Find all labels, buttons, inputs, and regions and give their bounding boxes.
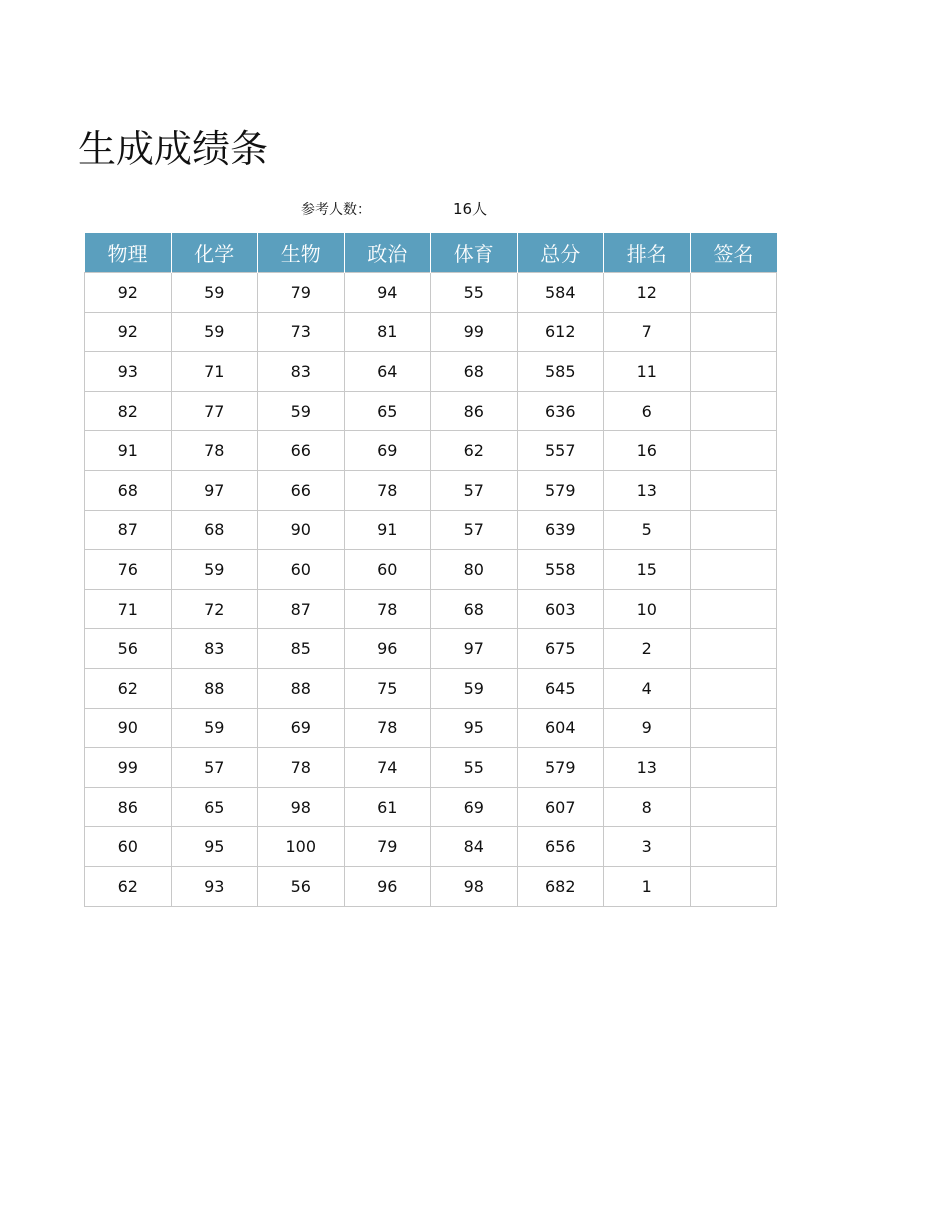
score-cell: 11 <box>604 352 691 392</box>
signature-cell <box>690 352 777 392</box>
score-cell: 4 <box>604 668 691 708</box>
table-row <box>85 827 777 867</box>
score-cell: 612 <box>517 312 604 352</box>
score-cell: 99 <box>85 748 172 788</box>
score-cell: 65 <box>171 787 258 827</box>
score-cell: 69 <box>258 708 345 748</box>
score-cell: 7 <box>604 312 691 352</box>
score-cell: 604 <box>517 708 604 748</box>
signature-cell <box>690 431 777 471</box>
score-cell: 88 <box>171 668 258 708</box>
score-cell: 585 <box>517 352 604 392</box>
score-cell: 76 <box>85 550 172 590</box>
score-cell: 93 <box>171 866 258 906</box>
score-cell: 60 <box>85 827 172 867</box>
signature-cell <box>690 668 777 708</box>
score-cell: 77 <box>171 391 258 431</box>
table-row <box>85 391 777 431</box>
signature-cell <box>690 589 777 629</box>
score-cell: 584 <box>517 273 604 313</box>
score-cell: 66 <box>258 470 345 510</box>
score-cell: 15 <box>604 550 691 590</box>
score-cell: 95 <box>171 827 258 867</box>
score-cell: 61 <box>344 787 431 827</box>
score-cell: 90 <box>258 510 345 550</box>
score-cell: 59 <box>171 273 258 313</box>
score-cell: 74 <box>344 748 431 788</box>
score-cell: 636 <box>517 391 604 431</box>
column-header: 生物 <box>258 233 345 273</box>
column-header: 排名 <box>604 233 691 273</box>
score-cell: 99 <box>431 312 518 352</box>
score-cell: 9 <box>604 708 691 748</box>
table-row <box>85 510 777 550</box>
score-cell: 59 <box>258 391 345 431</box>
score-cell: 97 <box>171 470 258 510</box>
table-row <box>85 273 777 313</box>
score-cell: 71 <box>171 352 258 392</box>
score-cell: 56 <box>85 629 172 669</box>
score-cell: 10 <box>604 589 691 629</box>
score-cell: 68 <box>431 589 518 629</box>
score-cell: 97 <box>431 629 518 669</box>
score-cell: 98 <box>431 866 518 906</box>
score-cell: 13 <box>604 470 691 510</box>
score-cell: 84 <box>431 827 518 867</box>
score-cell: 78 <box>344 470 431 510</box>
score-cell: 68 <box>171 510 258 550</box>
table-row <box>85 708 777 748</box>
score-cell: 682 <box>517 866 604 906</box>
table-body <box>85 273 777 907</box>
signature-cell <box>690 312 777 352</box>
score-cell: 12 <box>604 273 691 313</box>
score-cell: 80 <box>431 550 518 590</box>
score-cell: 16 <box>604 431 691 471</box>
signature-cell <box>690 866 777 906</box>
score-cell: 557 <box>517 431 604 471</box>
score-cell: 55 <box>431 748 518 788</box>
table-row <box>85 550 777 590</box>
table-row <box>85 748 777 788</box>
score-cell: 59 <box>171 550 258 590</box>
table-row <box>85 629 777 669</box>
score-cell: 8 <box>604 787 691 827</box>
exam-count-label: 参考人数： <box>301 202 371 218</box>
score-cell: 78 <box>344 708 431 748</box>
table-row <box>85 352 777 392</box>
signature-cell <box>690 827 777 867</box>
score-cell: 69 <box>344 431 431 471</box>
signature-cell <box>690 470 777 510</box>
score-cell: 675 <box>517 629 604 669</box>
score-cell: 66 <box>258 431 345 471</box>
column-header: 体育 <box>431 233 518 273</box>
signature-cell <box>690 273 777 313</box>
score-cell: 639 <box>517 510 604 550</box>
score-cell: 62 <box>431 431 518 471</box>
column-header: 物理 <box>85 233 172 273</box>
score-cell: 3 <box>604 827 691 867</box>
score-cell: 59 <box>171 312 258 352</box>
score-cell: 64 <box>344 352 431 392</box>
score-cell: 82 <box>85 391 172 431</box>
score-cell: 72 <box>171 589 258 629</box>
score-cell: 1 <box>604 866 691 906</box>
score-cell: 579 <box>517 748 604 788</box>
score-cell: 56 <box>258 866 345 906</box>
score-cell: 78 <box>258 748 345 788</box>
score-cell: 92 <box>85 312 172 352</box>
score-cell: 2 <box>604 629 691 669</box>
score-cell: 100 <box>258 827 345 867</box>
score-cell: 60 <box>258 550 345 590</box>
score-cell: 86 <box>85 787 172 827</box>
table-header-row <box>85 233 777 273</box>
page-title: 生成成绩条 <box>78 127 269 171</box>
score-cell: 95 <box>431 708 518 748</box>
score-cell: 57 <box>431 470 518 510</box>
score-cell: 78 <box>344 589 431 629</box>
score-cell: 86 <box>431 391 518 431</box>
score-cell: 579 <box>517 470 604 510</box>
table-row <box>85 312 777 352</box>
column-header: 签名 <box>690 233 777 273</box>
column-header: 化学 <box>171 233 258 273</box>
grades-table <box>84 233 777 907</box>
score-cell: 79 <box>258 273 345 313</box>
score-cell: 75 <box>344 668 431 708</box>
score-cell: 83 <box>171 629 258 669</box>
signature-cell <box>690 787 777 827</box>
score-cell: 603 <box>517 589 604 629</box>
score-cell: 5 <box>604 510 691 550</box>
score-cell: 656 <box>517 827 604 867</box>
score-cell: 79 <box>344 827 431 867</box>
score-cell: 57 <box>171 748 258 788</box>
score-cell: 62 <box>85 866 172 906</box>
score-cell: 69 <box>431 787 518 827</box>
score-cell: 88 <box>258 668 345 708</box>
signature-cell <box>690 629 777 669</box>
table-row <box>85 668 777 708</box>
score-cell: 73 <box>258 312 345 352</box>
score-cell: 645 <box>517 668 604 708</box>
score-cell: 96 <box>344 629 431 669</box>
table-row <box>85 589 777 629</box>
score-cell: 87 <box>258 589 345 629</box>
score-cell: 55 <box>431 273 518 313</box>
score-cell: 85 <box>258 629 345 669</box>
table-row <box>85 866 777 906</box>
score-cell: 13 <box>604 748 691 788</box>
score-cell: 68 <box>85 470 172 510</box>
score-cell: 59 <box>171 708 258 748</box>
score-cell: 90 <box>85 708 172 748</box>
score-cell: 57 <box>431 510 518 550</box>
signature-cell <box>690 391 777 431</box>
score-cell: 94 <box>344 273 431 313</box>
signature-cell <box>690 748 777 788</box>
score-cell: 71 <box>85 589 172 629</box>
score-cell: 92 <box>85 273 172 313</box>
score-cell: 78 <box>171 431 258 471</box>
score-cell: 558 <box>517 550 604 590</box>
score-cell: 81 <box>344 312 431 352</box>
score-cell: 91 <box>344 510 431 550</box>
score-cell: 93 <box>85 352 172 392</box>
column-header: 政治 <box>344 233 431 273</box>
score-cell: 91 <box>85 431 172 471</box>
score-cell: 607 <box>517 787 604 827</box>
score-cell: 62 <box>85 668 172 708</box>
table-row <box>85 431 777 471</box>
signature-cell <box>690 708 777 748</box>
score-cell: 65 <box>344 391 431 431</box>
table-row <box>85 470 777 510</box>
signature-cell <box>690 550 777 590</box>
score-cell: 87 <box>85 510 172 550</box>
score-cell: 98 <box>258 787 345 827</box>
exam-count-value: 16人 <box>453 200 488 218</box>
column-header: 总分 <box>517 233 604 273</box>
score-cell: 96 <box>344 866 431 906</box>
score-cell: 83 <box>258 352 345 392</box>
score-cell: 59 <box>431 668 518 708</box>
score-cell: 6 <box>604 391 691 431</box>
score-cell: 68 <box>431 352 518 392</box>
score-cell: 60 <box>344 550 431 590</box>
signature-cell <box>690 510 777 550</box>
table-row <box>85 787 777 827</box>
